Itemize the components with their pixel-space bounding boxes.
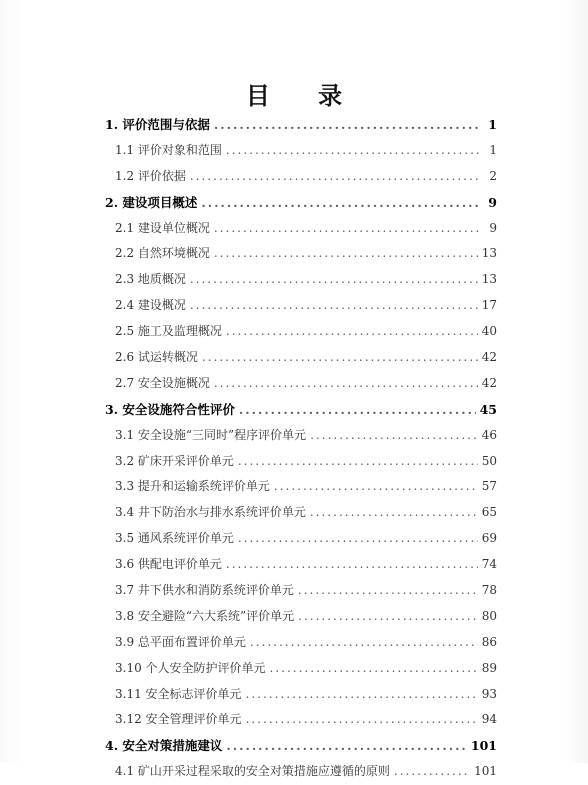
toc-entry-label: 3.5 通风系统评价单元 (115, 531, 234, 546)
toc-entry (105, 371, 497, 397)
toc-entry-label: 1.2 评价依据 (115, 168, 186, 183)
toc-entry-page: 93 (481, 686, 497, 701)
toc-entry-page: 13 (481, 246, 497, 261)
toc-entry-page: 13 (481, 272, 497, 287)
toc-entry-page: 1 (488, 117, 497, 132)
toc-entry (105, 604, 497, 630)
toc-entry (105, 552, 497, 578)
toc-entry-page: 89 (481, 660, 497, 675)
toc-entry-page: 17 (481, 298, 497, 313)
toc-entry-page: 50 (481, 453, 497, 468)
toc-entry (105, 112, 497, 138)
toc-entry-page: 46 (481, 427, 497, 442)
page-title: 目 录 (245, 81, 363, 110)
toc-entry-page: 80 (481, 608, 497, 623)
toc-entry-page: 101 (474, 764, 497, 779)
toc-entry-label: 3.9 总平面布置评价单元 (115, 634, 246, 649)
toc-entry-label: 1.1 评价对象和范围 (115, 142, 222, 157)
toc-entry (105, 500, 497, 526)
toc-entry-label: 3.10 个人安全防护评价单元 (115, 660, 266, 675)
toc-entry-page: 9 (489, 220, 497, 235)
toc-entry-page: 9 (488, 194, 497, 210)
toc-entry-page: 45 (479, 401, 497, 417)
toc-entry (105, 241, 497, 267)
toc-entry (105, 345, 497, 371)
toc-leader-dots (214, 216, 481, 242)
toc-entry-page: 42 (481, 350, 497, 365)
toc-leader-dots (214, 241, 478, 267)
toc-entry-page: 57 (481, 479, 497, 494)
toc-leader-dots (190, 267, 478, 293)
toc-entry (105, 267, 497, 293)
toc-leader-dots (298, 604, 478, 630)
toc-entry-label: 3.4 井下防治水与排水系统评价单元 (115, 505, 306, 520)
toc-entry-page: 78 (481, 583, 497, 598)
toc-entry-label: 3.7 井下供水和消防系统评价单元 (115, 583, 294, 598)
toc-leader-dots (202, 345, 478, 371)
toc-entry (105, 759, 497, 785)
toc-entry-page: 101 (470, 738, 497, 754)
toc-entry-label: 3.11 安全标志评价单元 (115, 686, 242, 701)
toc-entry-page: 40 (481, 324, 497, 339)
toc-entry-label: 3. 安全设施符合性评价 (105, 401, 235, 417)
toc-entry-label: 2.3 地质概况 (115, 272, 186, 287)
toc-entry-label: 2.5 施工及监理概况 (115, 324, 222, 339)
toc-entry-label: 2. 建设项目概述 (105, 194, 198, 210)
toc-entry-label: 4.1 矿山开采过程采取的安全对策措施应遵循的原则 (115, 764, 390, 779)
toc-entry-page: 42 (481, 375, 497, 390)
toc-entry-page: 69 (481, 531, 497, 546)
toc-leader-dots (250, 630, 478, 656)
toc-leader-dots (226, 552, 478, 578)
toc-entry-label: 2.7 安全设施概况 (115, 375, 210, 390)
toc-entry-page: 2 (489, 168, 497, 183)
toc-leader-dots (310, 500, 478, 526)
toc-entry (105, 733, 497, 759)
toc-leader-dots (274, 474, 478, 500)
toc-entry-label: 1. 评价范围与依据 (105, 117, 210, 132)
toc-entry-label: 2.1 建设单位概况 (115, 220, 210, 235)
toc-entry-label: 2.2 自然环境概况 (115, 246, 210, 261)
toc-leader-dots (214, 112, 481, 138)
toc-leader-dots (246, 682, 478, 708)
toc-entry-page: 65 (481, 505, 497, 520)
toc-entry (105, 397, 497, 423)
toc-entry (105, 216, 497, 242)
toc-entry (105, 526, 497, 552)
toc-leader-dots (310, 423, 478, 449)
toc-entry-label: 2.6 试运转概况 (115, 350, 198, 365)
toc-entry-label: 3.12 安全管理评价单元 (115, 712, 242, 727)
toc-entry (105, 164, 497, 190)
toc-leader-dots (214, 371, 478, 397)
toc-entry-page: 1 (489, 142, 497, 157)
toc-entry (105, 656, 497, 682)
toc-entry (105, 423, 497, 449)
toc-entry-label: 3.8 安全避险“六大系统”评价单元 (115, 608, 295, 623)
toc-leader-dots (201, 190, 481, 216)
toc-leader-dots (190, 164, 481, 190)
toc-leader-dots (394, 759, 470, 785)
toc-leader-dots (239, 397, 476, 423)
toc-leader-dots (270, 656, 478, 682)
toc-entry-label: 3.6 供配电评价单元 (115, 557, 222, 572)
toc-entry-page: 86 (481, 634, 497, 649)
toc-entry-page: 94 (481, 712, 497, 727)
toc-leader-dots (226, 138, 481, 164)
toc-entry-label: 4. 安全对策措施建议 (105, 738, 223, 754)
toc-leader-dots (298, 578, 478, 604)
toc-leader-dots (226, 733, 467, 759)
toc-entry (105, 293, 497, 319)
toc-leader-dots (226, 319, 478, 345)
toc-entry-label: 2.4 建设概况 (115, 298, 186, 313)
toc-entry (105, 319, 497, 345)
toc-leader-dots (238, 526, 478, 552)
toc-leader-dots (246, 707, 478, 733)
toc-entry (105, 190, 497, 216)
toc-leader-dots (238, 449, 478, 475)
toc-entry (105, 682, 497, 708)
toc-entry (105, 707, 497, 733)
toc-entry (105, 449, 497, 475)
table-of-contents (105, 112, 497, 785)
toc-entry-label: 3.3 提升和运输系统评价单元 (115, 479, 270, 494)
toc-entry (105, 578, 497, 604)
toc-entry-label: 3.1 安全设施“三同时”程序评价单元 (115, 427, 307, 442)
toc-entry (105, 138, 497, 164)
toc-entry-label: 3.2 矿床开采评价单元 (115, 453, 234, 468)
toc-entry (105, 474, 497, 500)
toc-entry (105, 630, 497, 656)
toc-entry-page: 74 (481, 557, 497, 572)
toc-leader-dots (190, 293, 478, 319)
